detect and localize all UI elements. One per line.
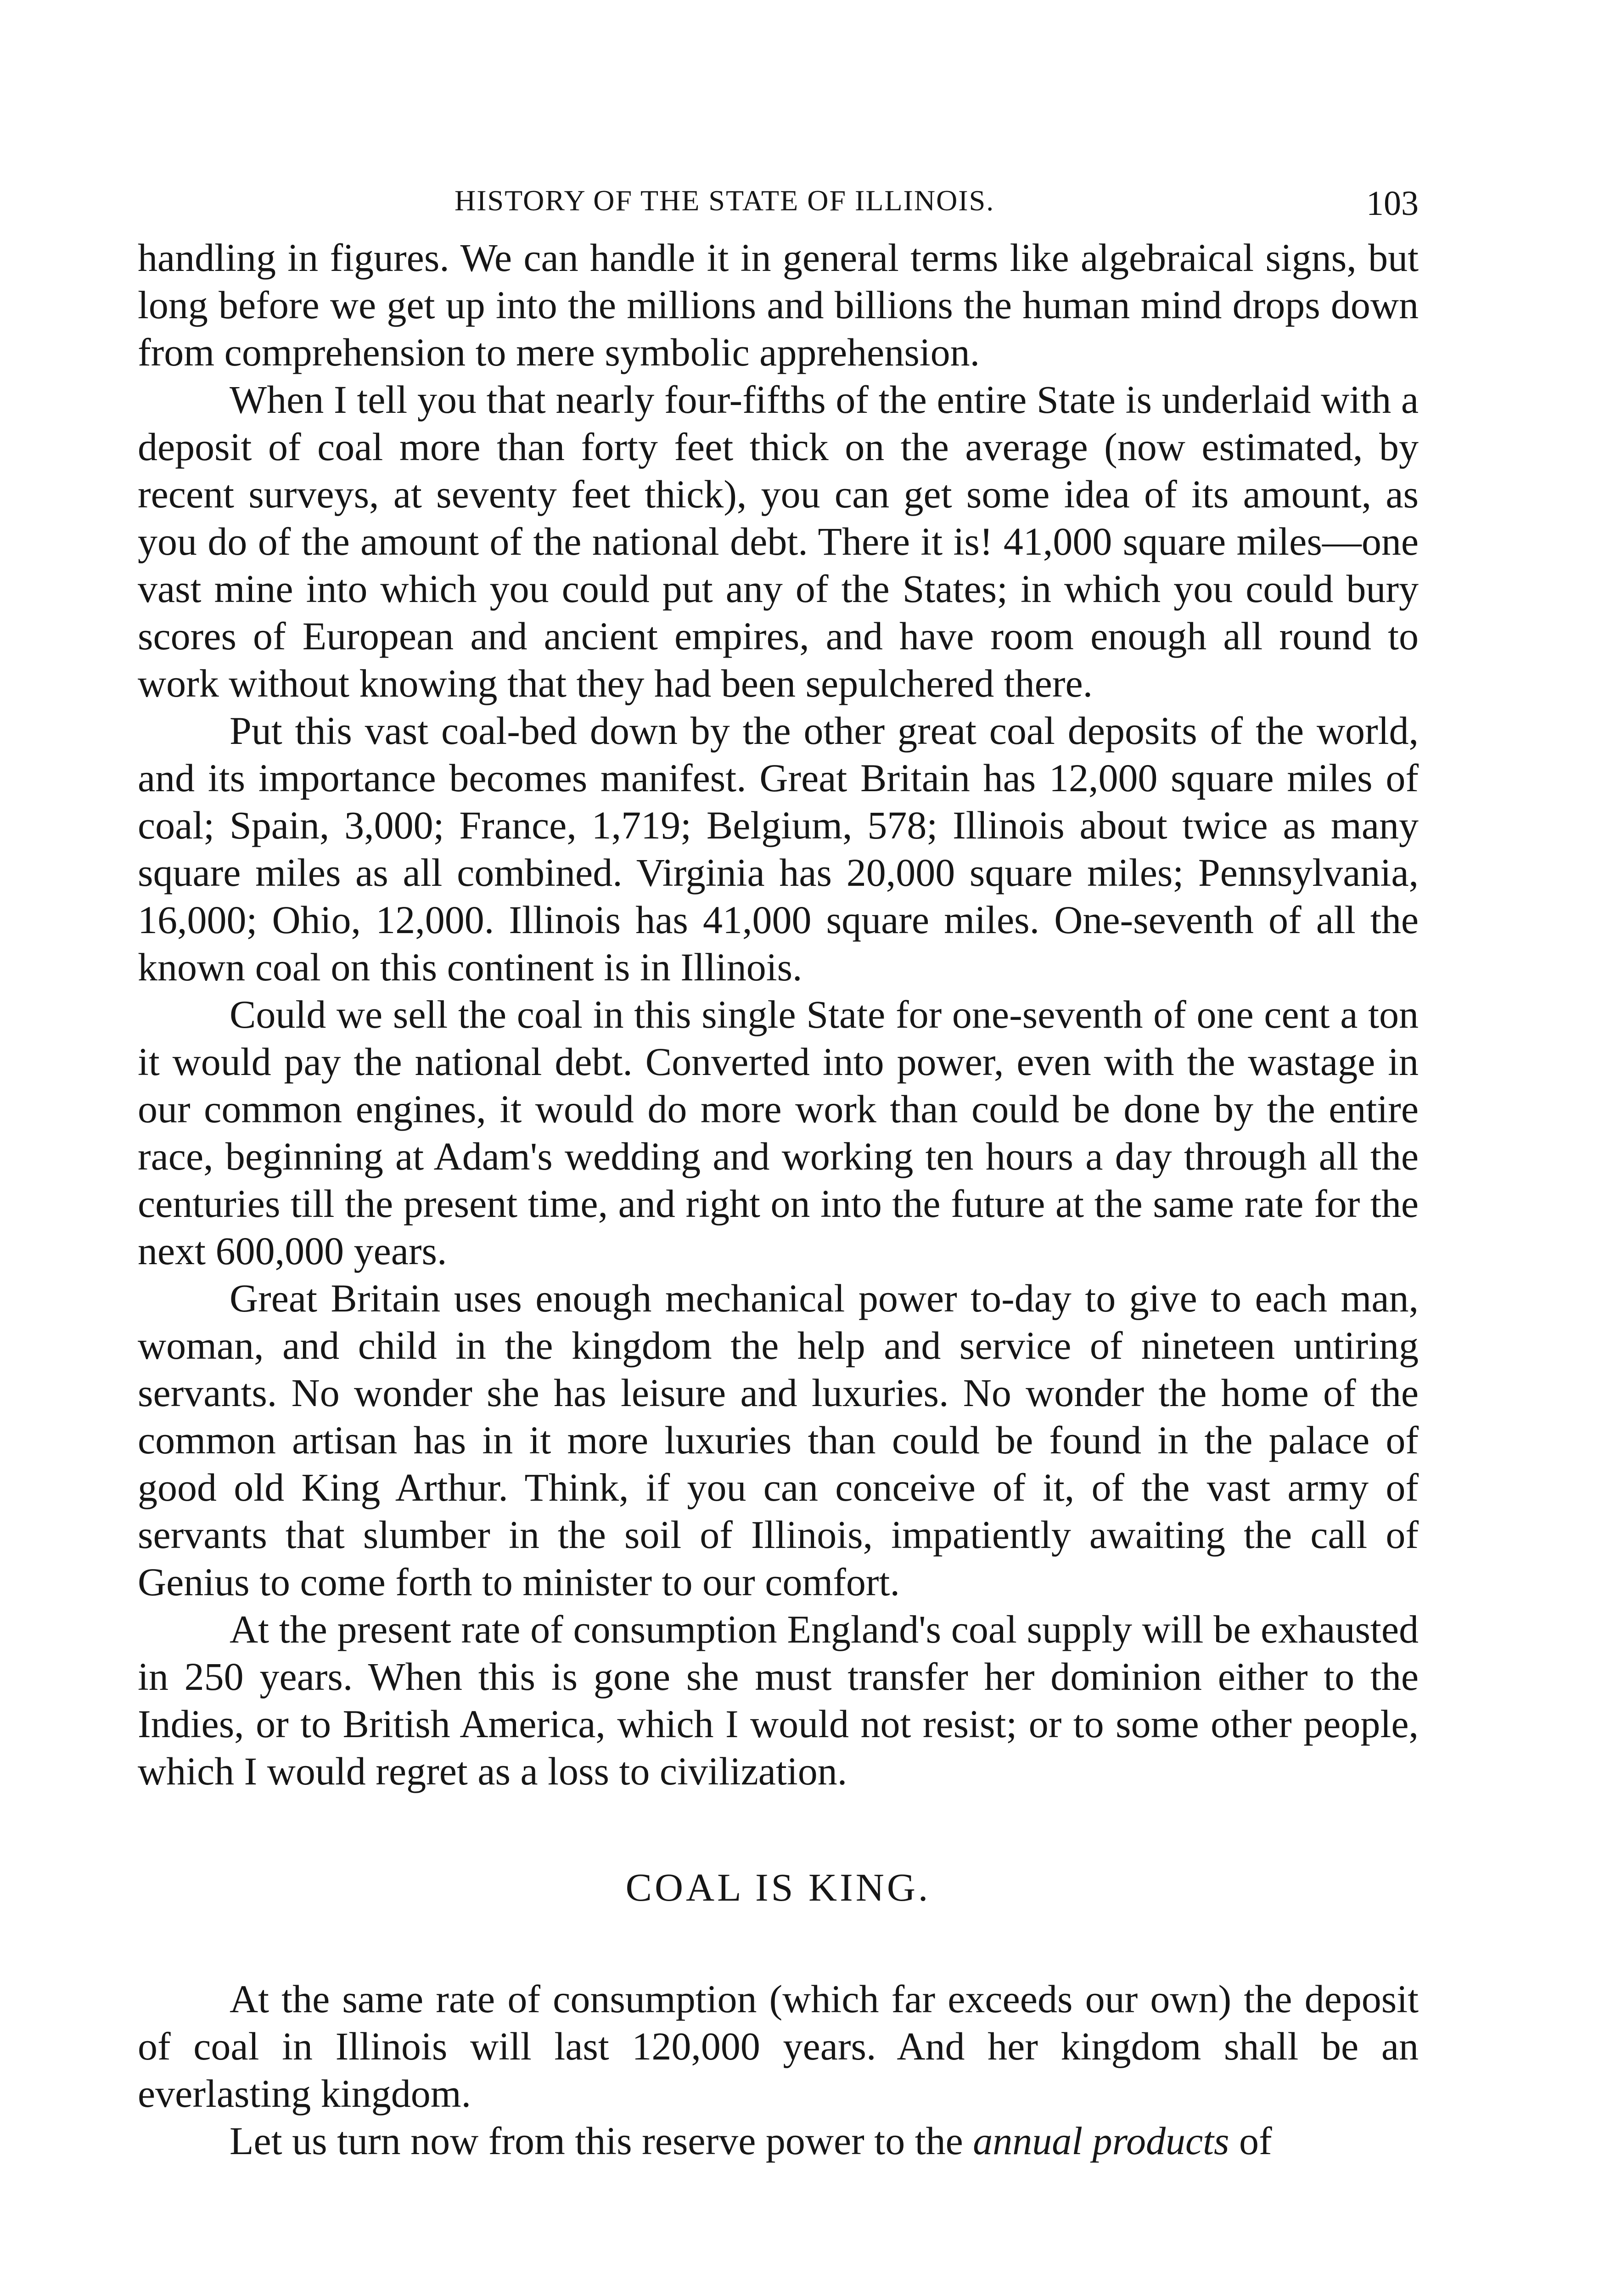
running-head [138, 184, 1419, 234]
page-number: 103 [1366, 184, 1419, 223]
paragraph: Could we sell the coal in this single State for one-seventh of one cent a ton it would pay the national debt. Converted into power, even with the wastage in our common engines, it would do more work than could be done by the entire race, beginning at Adam's wedding and working ten hours a day through all the centuries till the present time, and right on into the future at the same rate for the next 600,000 years. [138, 992, 1419, 1273]
paragraph-text-end: of [1229, 2119, 1272, 2163]
paragraph: When I tell you that nearly four-fifths of the entire State is underlaid with a deposit of coal more than forty feet thick on the average (now estimated, by recent surveys, at seventy feet thick), you can get some idea of its amount, as you do of the amount of the national debt. There it is! 41,000 square miles—one vast mine into which you could put any of the States; in which you could bury scores of European and ancient empires, and have room enough all round to work without knowing that they had been sepulchered there. [138, 377, 1419, 705]
italic-term-products: products [1092, 2119, 1229, 2163]
italic-term-annual: annual [973, 2119, 1083, 2163]
paragraph: Great Britain uses enough mechanical power to-day to give to each man, woman, and child in the kingdom the help and service of nineteen untiring servants. No wonder she has leisure and luxuries. No wonder the home of the common artisan has in it more luxuries than could be found in the palace of good old King Arthur. Think, if you can conceive of it, of the vast army of servants that slumber in the soil of Illinois, impatiently awaiting the call of Genius to come forth to minister to our comfort. [138, 1276, 1419, 1604]
paragraph-last [138, 2117, 1419, 2165]
paragraph: Put this vast coal-bed down by the other great coal deposits of the world, and its importance becomes manifest. Great Britain has 12,000 square miles of coal; Spain, 3,000; France, 1,719; Belgium, 578; Illinois about twice as many square miles as all combined. Virginia has 20,000 square miles; Pennsylvania, 16,000; Ohio, 12,000. Illinois has 41,000 square miles. One-seventh of all the known coal on this continent is in Illinois. [138, 709, 1419, 989]
body-text [138, 234, 1419, 2165]
paragraph: At the same rate of consumption (which far exceeds our own) the deposit of coal in Illinois will last 120,000 years. And her kingdom shall be an everlasting kingdom. [138, 1977, 1419, 2116]
section-heading: COAL IS KING. [625, 1865, 931, 1909]
paragraph: At the present rate of consumption England's coal supply will be exhausted in 250 years. When this is gone she must transfer her dominion either to the Indies, or to British America, which I would not resist; or to some other people, which I would regret as a loss to civilization. [138, 1607, 1419, 1793]
paragraph-text: Let us turn now from this reserve power to the [230, 2119, 973, 2163]
paragraph-continued: handling in figures. We can handle it in general terms like algebraical signs, but long before we get up into the millions and billions the human mind drops down from comprehension to mere symbolic apprehension. [138, 236, 1419, 374]
word-space [1083, 2119, 1093, 2163]
running-title: HISTORY OF THE STATE OF ILLINOIS. [454, 184, 995, 217]
book-page [138, 184, 1419, 2165]
